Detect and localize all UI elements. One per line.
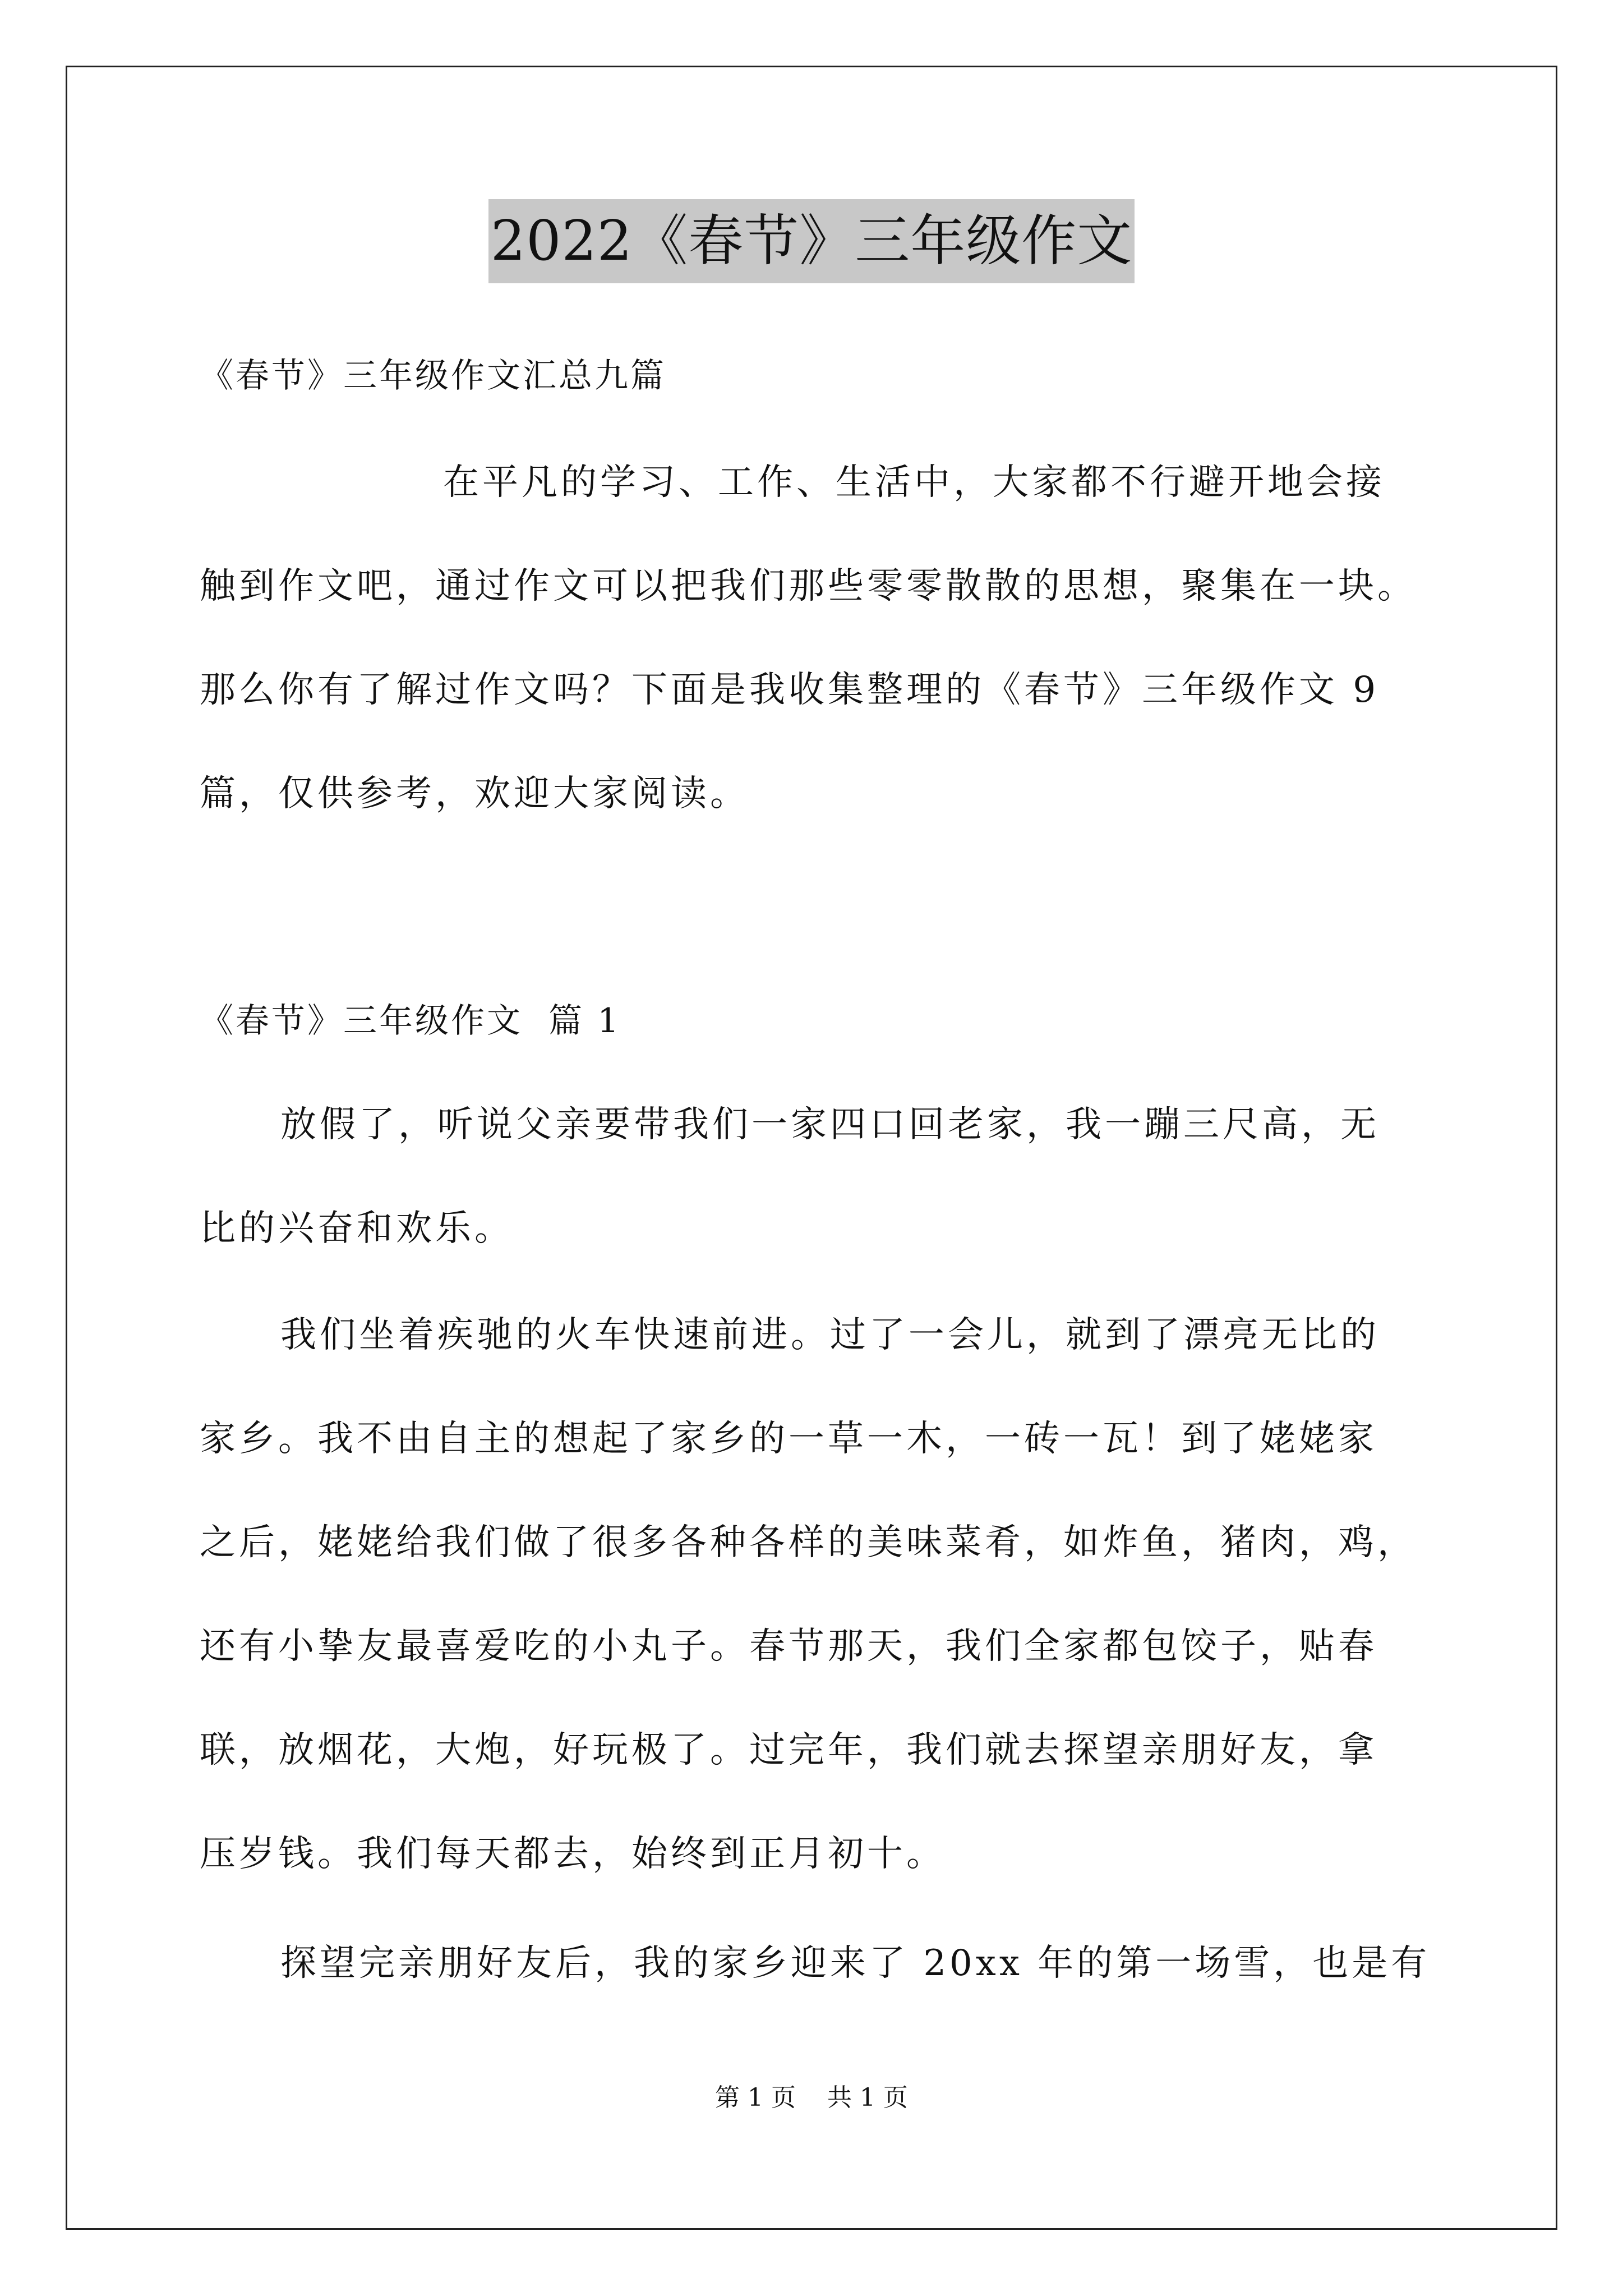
title-container: [0, 199, 1623, 283]
paragraph-line: 联，放烟花，大炮，好玩极了。过完年，我们就去探望亲朋好友，拿: [200, 1729, 1377, 1771]
intro-line: 在平凡的学习、工作、生活中，大家都不行避开地会接: [443, 462, 1385, 503]
paragraph-line: 还有小挚友最喜爱吃的小丸子。春节那天，我们全家都包饺子，贴春: [200, 1626, 1377, 1667]
paragraph-line: 放假了，听说父亲要带我们一家四口回老家，我一蹦三尺高，无: [280, 1104, 1380, 1145]
intro-line: 篇，仅供参考，欢迎大家阅读。: [200, 773, 749, 815]
page-footer: 第 1 页 共 1 页: [715, 2083, 908, 2112]
document-title: 2022《春节》三年级作文: [488, 199, 1135, 283]
paragraph-line: 比的兴奋和欢乐。: [200, 1208, 514, 1249]
paragraph-line: 之后，姥姥给我们做了很多各种各样的美味菜肴，如炸鱼，猪肉，鸡，: [200, 1522, 1417, 1563]
section-heading: 《春节》三年级作文 篇 1: [200, 1001, 621, 1041]
paragraph-line: 探望完亲朋好友后，我的家乡迎来了 20xx 年的第一场雪，也是有: [280, 1943, 1431, 1984]
paragraph-line: 我们坐着疾驰的火车快速前进。过了一会儿，就到了漂亮无比的: [280, 1314, 1380, 1356]
document-subtitle: 《春节》三年级作文汇总九篇: [200, 356, 666, 395]
intro-line: 那么你有了解过作文吗？下面是我收集整理的《春节》三年级作文 9: [200, 669, 1380, 711]
paragraph-line: 压岁钱。我们每天都去，始终到正月初十。: [200, 1833, 946, 1875]
intro-line: 触到作文吧，通过作文可以把我们那些零零散散的思想，聚集在一块。: [200, 565, 1417, 607]
paragraph-line: 家乡。我不由自主的想起了家乡的一草一木，一砖一瓦！到了姥姥家: [200, 1418, 1377, 1460]
